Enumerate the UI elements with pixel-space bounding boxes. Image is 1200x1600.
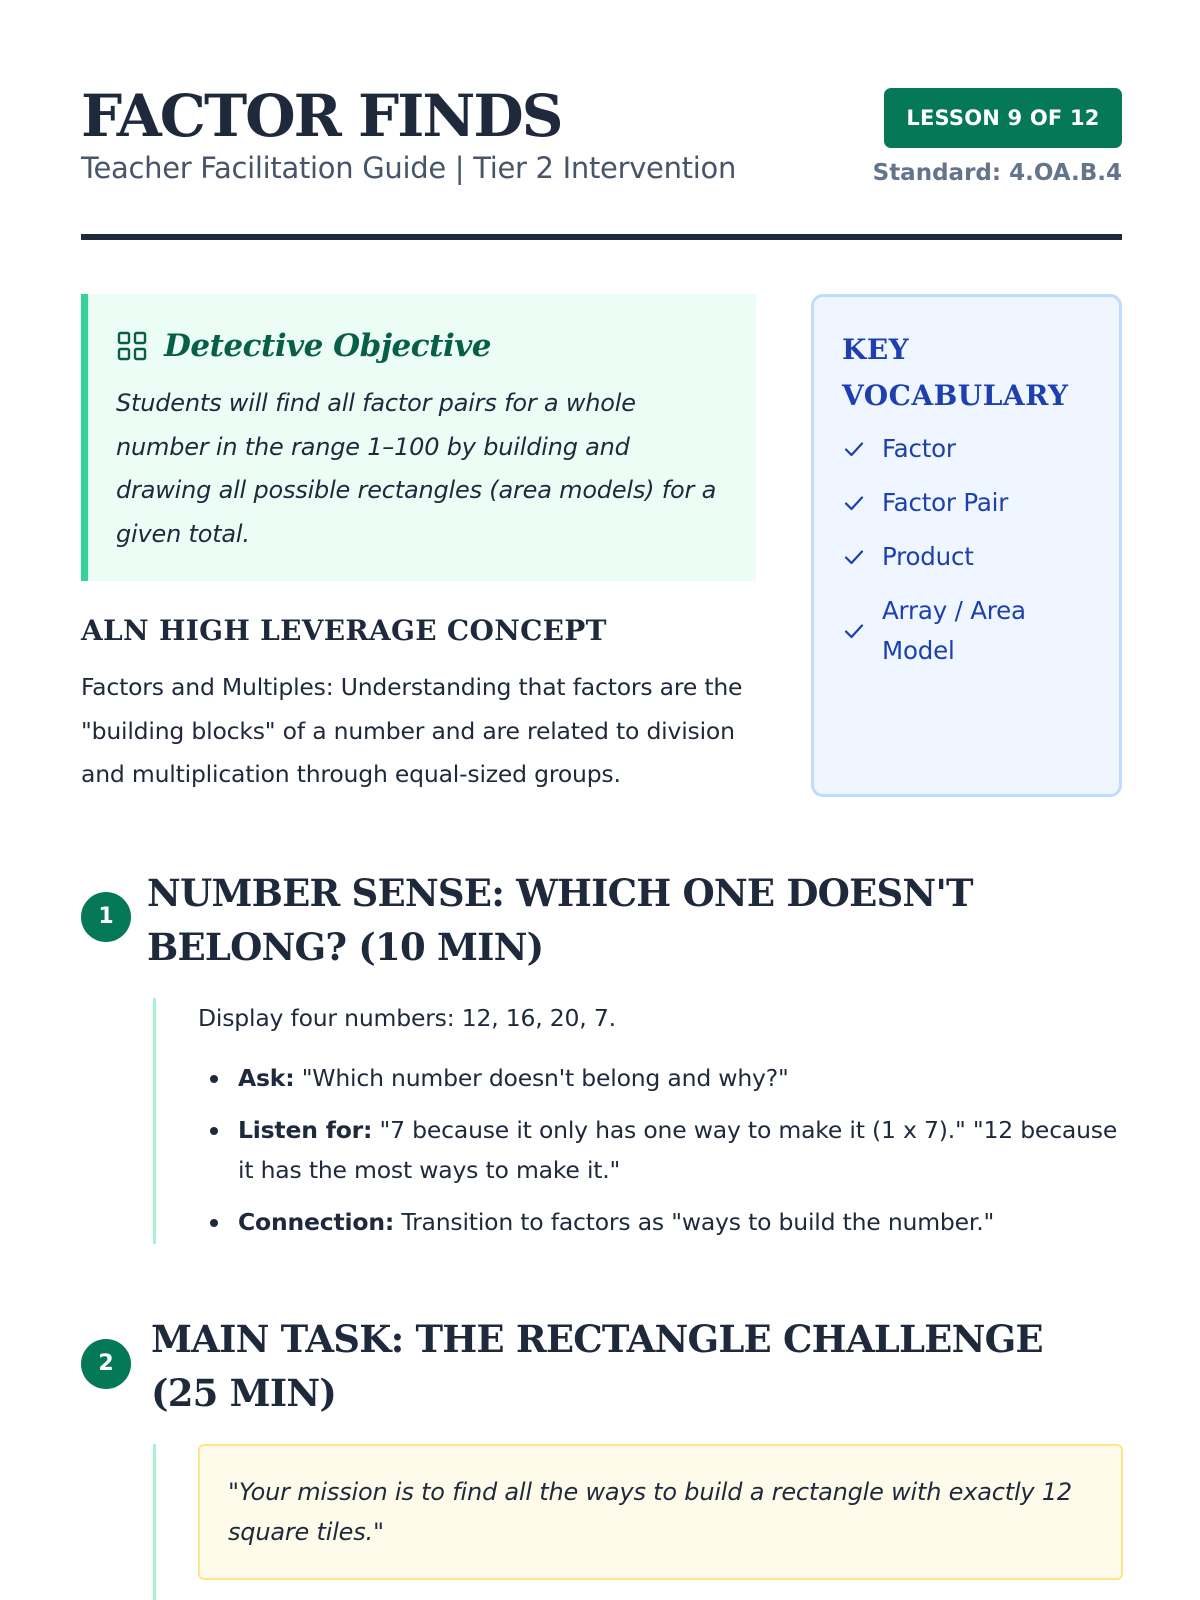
vocabulary-item <box>842 429 1091 469</box>
aln-concept-text: Factors and Multiples: Understanding that factors are the "building blocks" of a number and are related to division and multiplication through equal-sized groups. <box>81 673 743 788</box>
header <box>81 82 1122 242</box>
list-item <box>198 1110 1118 1190</box>
list-item-label: Connection: <box>238 1208 395 1236</box>
list-item-label: Ask: <box>238 1064 295 1092</box>
objective-box <box>81 294 756 581</box>
page-subtitle: Teacher Facilitation Guide | Tier 2 Intervention <box>81 151 737 185</box>
vocabulary-list <box>842 429 1091 671</box>
section-1-title: NUMBER SENSE: WHICH ONE DOESN'T BELONG? (10 MIN) <box>147 871 973 969</box>
objective-title: Detective Objective <box>164 328 491 364</box>
lesson-page <box>81 0 1122 1600</box>
section-1-list <box>198 1058 1118 1254</box>
section-2-body <box>153 1444 1122 1600</box>
aln-concept-title: ALN HIGH LEVERAGE CONCEPT <box>81 614 607 647</box>
page-title: FACTOR FINDS <box>81 82 562 150</box>
vocabulary-label: Factor <box>882 434 956 463</box>
check-icon <box>842 619 866 643</box>
objective-text: Students will find all factor pairs for a whole number in the range 1–100 by building and drawing all possible rectangles (area models) for a given total. <box>116 389 717 548</box>
list-item-text: "Which number doesn't belong and why?" <box>301 1064 789 1092</box>
list-item <box>198 1058 1118 1098</box>
header-divider <box>81 234 1122 240</box>
lesson-badge: LESSON 9 OF 12 <box>884 88 1122 148</box>
standard-label: Standard: 4.OA.B.4 <box>872 160 1122 186</box>
objective-header <box>116 324 728 368</box>
list-item-label: Listen for: <box>238 1116 373 1144</box>
vocabulary-label: Factor Pair <box>882 488 1009 517</box>
grid-icon <box>116 330 148 362</box>
vocabulary-label: Array / Area Model <box>882 596 1026 665</box>
vocabulary-item <box>842 537 1091 577</box>
check-icon <box>842 491 866 515</box>
vocabulary-title: KEY VOCABULARY <box>842 333 1069 412</box>
mission-quote: "Your mission is to find all the ways to build a rectangle with exactly 12 square tiles." <box>198 1444 1123 1580</box>
check-icon <box>842 437 866 461</box>
list-item-text: Transition to factors as "ways to build the number." <box>401 1208 995 1236</box>
step-number-2: 2 <box>81 1339 131 1389</box>
vocabulary-item <box>842 483 1091 523</box>
section-1-body <box>153 998 1122 1244</box>
list-item <box>198 1202 1118 1242</box>
vocabulary-card <box>811 294 1122 797</box>
check-icon <box>842 545 866 569</box>
list-item-text: "7 because it only has one way to make it (1 x 7)." "12 because it has the most ways to make it." <box>238 1116 1118 1184</box>
section-1-intro: Display four numbers: 12, 16, 20, 7. <box>198 1004 616 1032</box>
vocabulary-item <box>842 591 1091 671</box>
section-2-title: MAIN TASK: THE RECTANGLE CHALLENGE (25 MIN) <box>151 1317 1043 1415</box>
step-number-1: 1 <box>81 892 131 942</box>
vocabulary-label: Product <box>882 542 974 571</box>
